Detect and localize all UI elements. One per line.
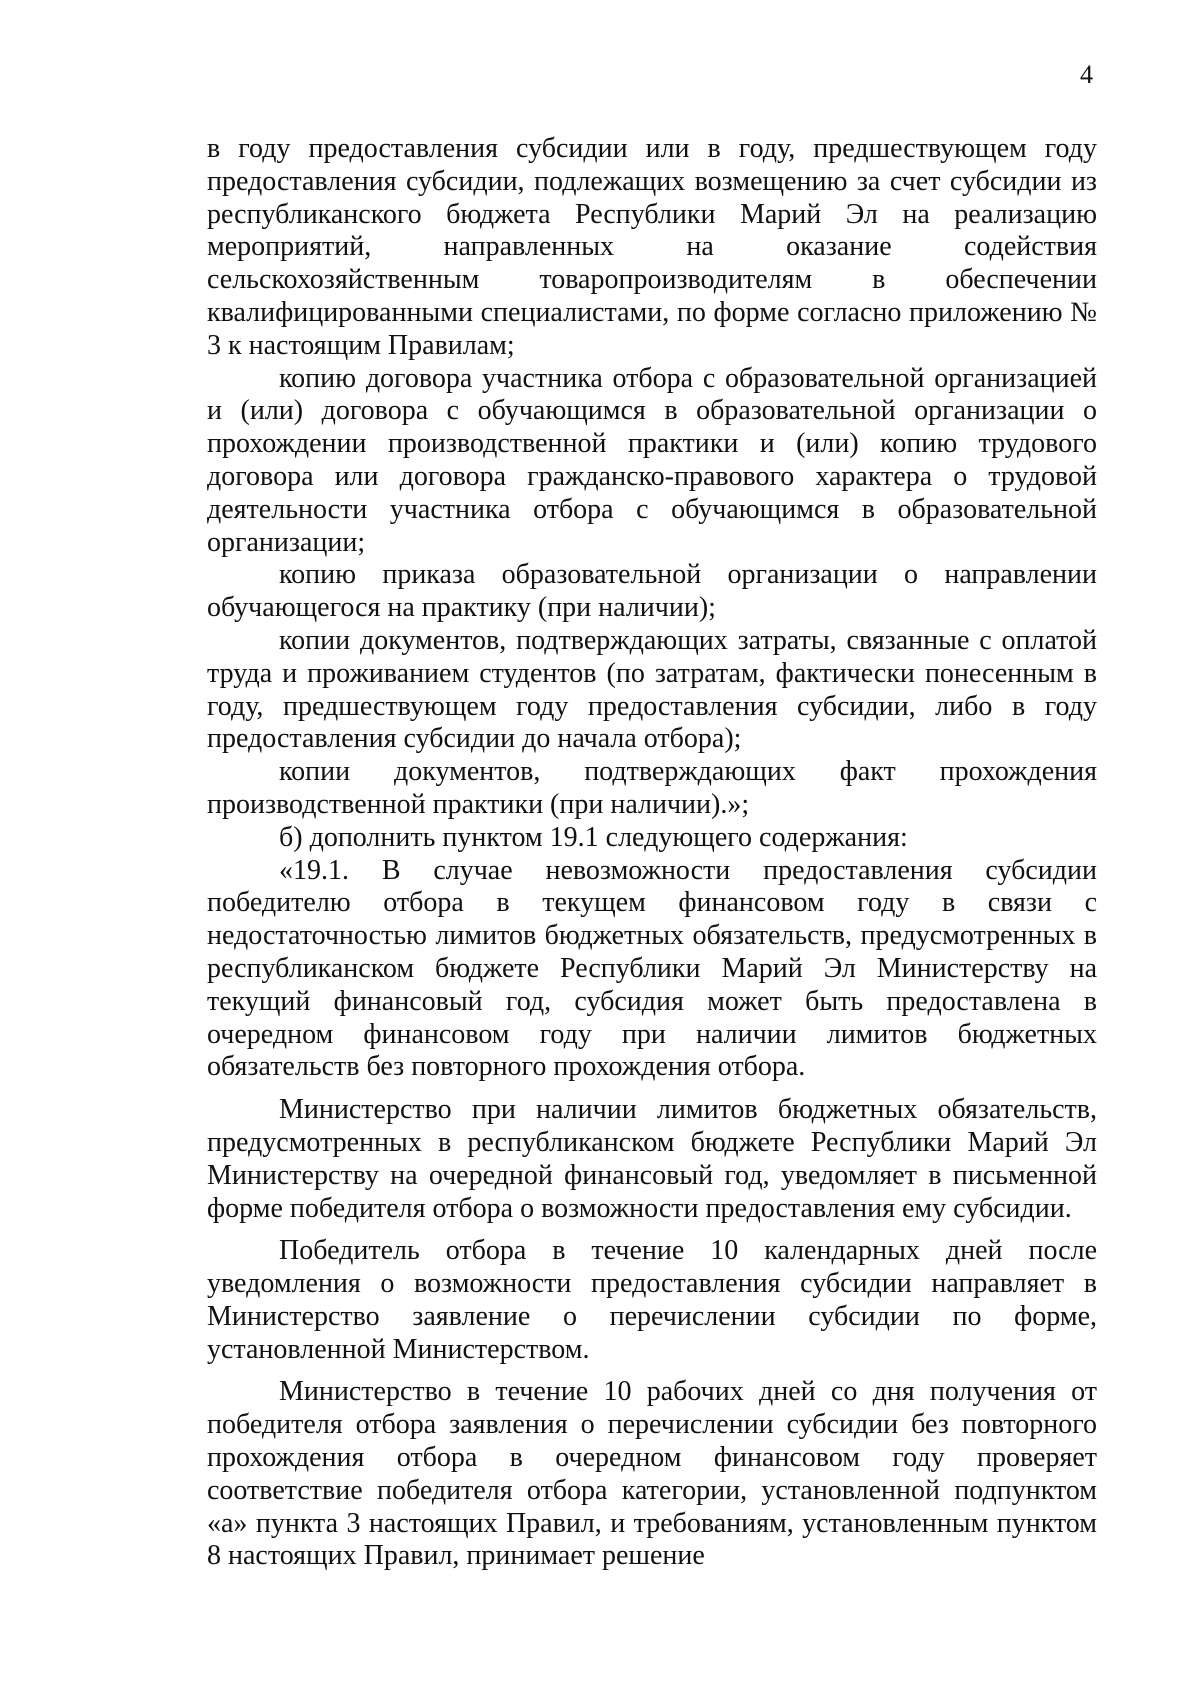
document-body	[207, 133, 1097, 1573]
paragraph-ministry-review: Министерство в течение 10 рабочих дней со дня получения от победителя отбора заявления о перечислении субсидии без повторного прохождения отбора в очередном финансовом году проверяет соответствие победителя отбора категории, установленной подпунктом «а» пункта 3 настоящих Правил, и требованиям, установленным пунктом 8 настоящих Правил, принимает решение	[207, 1376, 1097, 1572]
paragraph-order-copy: копию приказа образовательной организации о направлении обучающегося на практику (при наличии);	[207, 559, 1097, 624]
paragraph-amendment-intro: б) дополнить пунктом 19.1 следующего содержания:	[279, 821, 908, 853]
paragraph-ministry-notification: Министерство при наличии лимитов бюджетных обязательств, предусмотренных в республиканском бюджете Республики Марий Эл Министерству на очередной финансовый год, уведомляет в письменной форме победителя отбора о возможности предоставления ему субсидии.	[207, 1094, 1097, 1224]
paragraph-continuation: в году предоставления субсидии или в году, предшествующем году предоставления субсидии, подлежащих возмещению за счет субсидии из республиканского бюджета Республики Марий Эл на реализацию мероприятий, направленных на оказание содействия сельскохозяйственным товаропроизводителям в обеспечении квалифицированными специалистами, по форме согласно приложению № 3 к настоящим Правилам;	[207, 133, 1097, 361]
paragraph-contract-copy: копию договора участника отбора с образовательной организацией и (или) договора с обучающимся в образовательной организации о прохождении производственной практики и (или) копию трудового договора или договора гражданско-правового характера о трудовой деятельности участника отбора с обучающимся в образовательной организации;	[207, 362, 1097, 558]
page-number: 4	[1080, 60, 1093, 89]
paragraph-practice-documents: копии документов, подтверждающих факт прохождения производственной практики (при наличии).»;	[207, 756, 1097, 820]
paragraph-winner-application: Победитель отбора в течение 10 календарных дней после уведомления о возможности предоставления субсидии направляет в Министерство заявление о перечислении субсидии по форме, установленной Министерством.	[207, 1235, 1097, 1365]
paragraph-clause-19-1: «19.1. В случае невозможности предоставления субсидии победителю отбора в текущем финансовом году в связи с недостаточностью лимитов бюджетных обязательств, предусмотренных в республиканском бюджете Республики Марий Эл Министерству на текущий финансовый год, субсидия может быть предоставлена в очередном финансовом году при наличии лимитов бюджетных обязательств без повторного прохождения отбора.	[207, 854, 1097, 1083]
paragraph-expense-documents: копии документов, подтверждающих затраты, связанные с оплатой труда и проживанием студентов (по затратам, фактически понесенным в году, предшествующем году предоставления субсидии, либо в году предоставления субсидии до начала отбора);	[207, 624, 1097, 755]
